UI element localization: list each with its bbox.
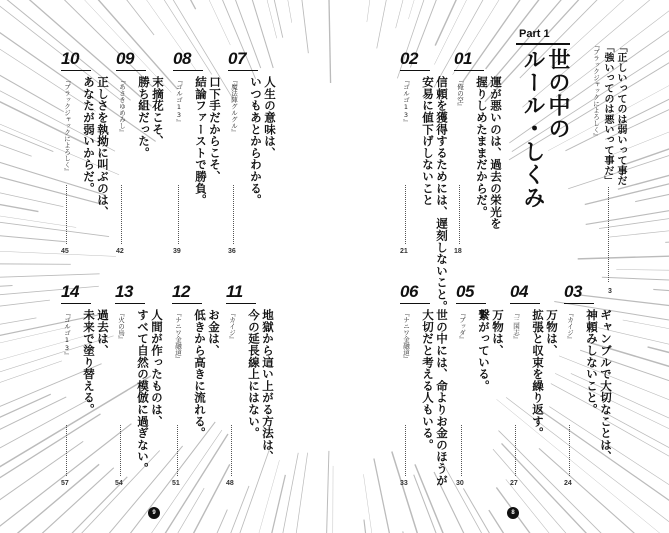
entry-quote-line-2: 握りしめたままだからだ。 xyxy=(475,76,489,218)
speed-line xyxy=(0,92,32,156)
entry-number: 12 xyxy=(172,282,190,301)
entry-quote-line-2: 結論ファーストで勝負。 xyxy=(194,76,208,206)
entry-dotted-line xyxy=(178,185,179,244)
entry-page-number: 30 xyxy=(456,480,464,487)
speed-line xyxy=(616,270,669,273)
speed-line xyxy=(0,327,67,381)
entry-dotted-line xyxy=(177,425,178,476)
folio-right: 8 xyxy=(507,507,519,519)
entry-11 xyxy=(226,283,274,492)
entry-number-underline xyxy=(115,303,145,304)
entry-page-number: 33 xyxy=(400,480,408,487)
entry-quote-line-1: 人間が作ったものは、 xyxy=(150,309,164,427)
speed-line xyxy=(396,0,446,28)
entry-number-underline xyxy=(61,303,91,304)
entry-quote-line-2: 低きから高きに流れる。 xyxy=(193,309,207,439)
entry-number: 05 xyxy=(456,282,474,301)
entry-page-number: 45 xyxy=(61,248,69,255)
speed-line xyxy=(377,0,420,48)
entry-source: 『ゴルゴ13』 xyxy=(63,310,71,359)
entry-dotted-line xyxy=(120,425,121,476)
entry-dotted-line xyxy=(459,185,460,244)
entry-quote-line-2: 未来で塗り替える。 xyxy=(82,309,96,416)
entry-dotted-line xyxy=(405,185,406,244)
entry-quote-line-2: あなたが弱いからだ。 xyxy=(82,76,96,194)
entry-number-underline xyxy=(172,303,202,304)
entry-number-underline xyxy=(454,70,484,71)
entry-quote-line-2: 繋がっている。 xyxy=(477,309,491,392)
entry-page-number: 24 xyxy=(564,480,572,487)
entry-source: 『火の鳥』 xyxy=(117,310,125,343)
speed-line xyxy=(0,286,13,298)
entry-01 xyxy=(454,50,502,260)
entry-dotted-line xyxy=(121,185,122,244)
entry-quote-line-2: 勝ち組だった。 xyxy=(137,76,151,159)
entry-dotted-line xyxy=(461,425,462,476)
part-title-line-1: 世の中の xyxy=(545,48,570,140)
entry-06 xyxy=(400,283,448,492)
speed-line xyxy=(172,486,249,533)
entry-page-number: 42 xyxy=(116,248,124,255)
part-underline xyxy=(516,43,570,45)
entry-source: 『カイジ』 xyxy=(228,310,236,343)
entry-source: 『ゴルゴ13』 xyxy=(175,77,183,126)
speed-line xyxy=(653,289,669,304)
speed-line xyxy=(0,318,36,355)
entry-number: 09 xyxy=(116,49,134,68)
speed-line xyxy=(648,347,669,394)
intro-dotted-line xyxy=(608,187,609,282)
speed-line xyxy=(0,300,50,328)
speed-line xyxy=(367,0,393,22)
entry-10 xyxy=(61,50,109,260)
intro-source: 『ブラックジャックによろしく』 xyxy=(592,42,600,140)
entry-dotted-line xyxy=(405,425,406,476)
speed-line xyxy=(237,0,283,38)
entry-03 xyxy=(564,283,612,492)
speed-line xyxy=(622,98,669,166)
entry-number: 04 xyxy=(510,282,528,301)
entry-quote-line-2: 拡張と収束を繰り返す。 xyxy=(531,309,545,439)
entry-quote-line-1: 信頼を獲得するためには、遅刻しないこと。 xyxy=(435,76,449,312)
speed-line xyxy=(326,0,331,83)
entry-05 xyxy=(456,283,504,492)
entry-source: 『三国志』 xyxy=(512,310,520,343)
entry-number: 07 xyxy=(228,49,246,68)
entry-number-underline xyxy=(400,303,430,304)
entry-source: 『カイジ』 xyxy=(566,310,574,343)
speed-line xyxy=(364,520,386,533)
entry-quote-line-1: 万物は、 xyxy=(545,309,559,357)
entry-number: 02 xyxy=(400,49,418,68)
entry-quote-line-2: 大切だと考える人もいる。 xyxy=(421,309,435,451)
entry-number: 10 xyxy=(61,49,79,68)
speed-line xyxy=(332,466,333,533)
entry-number-underline xyxy=(116,70,146,71)
entry-quote-line-1: 口下手だからこそ、 xyxy=(208,76,222,183)
part-label: Part 1 xyxy=(519,28,550,40)
entry-04 xyxy=(510,283,558,492)
speed-line xyxy=(272,453,308,533)
entry-source: 『ブッダ』 xyxy=(458,310,466,343)
entry-number-underline xyxy=(400,70,430,71)
speed-line xyxy=(0,20,64,112)
entry-quote-line-1: お金は、 xyxy=(207,309,221,357)
entry-page-number: 51 xyxy=(172,480,180,487)
entry-source: 『あさきゆめみし』 xyxy=(118,77,126,136)
entry-source: 『ナニワ金融道』 xyxy=(174,310,182,362)
entry-14 xyxy=(61,283,109,492)
entry-source: 『ブラックジャックによろしく』 xyxy=(63,77,71,175)
speed-line xyxy=(0,361,62,434)
entry-page-number: 18 xyxy=(454,248,462,255)
entry-number: 06 xyxy=(400,282,418,301)
entry-12 xyxy=(172,283,220,492)
entry-13 xyxy=(115,283,163,492)
speed-line xyxy=(225,0,276,38)
entry-source: 『ナニワ金融道』 xyxy=(402,310,410,362)
entry-dotted-line xyxy=(66,185,67,244)
entry-source: 『ゴルゴ13』 xyxy=(402,77,410,126)
entry-number: 14 xyxy=(61,282,79,301)
entry-quote-line-1: ギャンブルで大切なことは、 xyxy=(599,309,613,463)
speed-line xyxy=(0,274,100,284)
entry-08 xyxy=(173,50,221,260)
entry-quote-line-2: いつもあとからわかる。 xyxy=(249,76,263,206)
speed-line xyxy=(363,474,396,533)
entry-dotted-line xyxy=(569,425,570,476)
entry-quote-line-2: 神頼みしないこと。 xyxy=(585,309,599,416)
speed-line xyxy=(322,451,329,533)
entry-number-underline xyxy=(510,303,540,304)
entry-quote-line-1: 正しさを執拗に叫ぶのは、 xyxy=(96,76,110,218)
speed-line xyxy=(281,0,308,53)
entry-page-number: 48 xyxy=(226,480,234,487)
entry-quote-line-2: 安易に値下げしないこと xyxy=(421,76,435,206)
intro-page-number: 3 xyxy=(608,288,612,295)
entry-page-number: 21 xyxy=(400,248,408,255)
folio-left: 9 xyxy=(148,507,160,519)
entry-dotted-line xyxy=(66,425,67,476)
entry-number: 01 xyxy=(454,49,472,68)
entry-quote-line-1: 末摘花こそ、 xyxy=(151,76,165,147)
speed-line xyxy=(0,219,66,242)
intro-quote xyxy=(592,42,626,295)
entry-page-number: 57 xyxy=(61,480,69,487)
entry-quote-line-1: 地獄から這い上がる方法は、 xyxy=(261,309,275,463)
entry-09 xyxy=(116,50,164,260)
speed-line xyxy=(118,0,196,9)
speed-line xyxy=(0,156,63,207)
entry-page-number: 39 xyxy=(173,248,181,255)
entry-number: 03 xyxy=(564,282,582,301)
entry-quote-line-1: 世の中には、命よりお金のほうが xyxy=(435,309,449,486)
entry-quote-line-1: 人生の意味は、 xyxy=(263,76,277,159)
entry-number-underline xyxy=(173,70,203,71)
entry-number-underline xyxy=(61,70,91,71)
entry-number-underline xyxy=(228,70,258,71)
entry-number-underline xyxy=(456,303,486,304)
entry-quote-line-1: 過去は、 xyxy=(96,309,110,357)
entry-quote-line-1: 万物は、 xyxy=(491,309,505,357)
entry-page-number: 27 xyxy=(510,480,518,487)
entry-number: 11 xyxy=(226,282,243,301)
part-title-line-2: ルール・しくみ xyxy=(520,48,545,209)
entry-quote-line-2: すべて自然の模倣に過ぎない。 xyxy=(136,309,150,475)
entry-number-underline xyxy=(564,303,594,304)
entry-page-number: 36 xyxy=(228,248,236,255)
speed-line xyxy=(141,0,230,45)
entry-dotted-line xyxy=(231,425,232,476)
entry-number: 13 xyxy=(115,282,133,301)
entry-quote-line-2: 今の延長線上にはない。 xyxy=(247,309,261,439)
intro-quote-line-1: 「正しいってのは弱いって事だ xyxy=(615,42,626,187)
entry-quote-line-1: 運が悪いのは、過去の栄光を xyxy=(489,76,503,230)
entry-source: 『魔法陣グルグル』 xyxy=(230,77,238,136)
intro-quote-line-2: 「強いってのは悪いって事だ」 xyxy=(602,42,613,187)
entry-number: 08 xyxy=(173,49,191,68)
entry-number-underline xyxy=(226,303,256,304)
entry-dotted-line xyxy=(233,185,234,244)
entry-dotted-line xyxy=(515,425,516,476)
speed-line xyxy=(0,263,71,265)
speed-line xyxy=(0,75,53,152)
entry-07 xyxy=(228,50,276,260)
speed-line xyxy=(153,510,228,533)
entry-source: 『俺の空』 xyxy=(456,77,464,110)
entry-page-number: 54 xyxy=(115,480,123,487)
